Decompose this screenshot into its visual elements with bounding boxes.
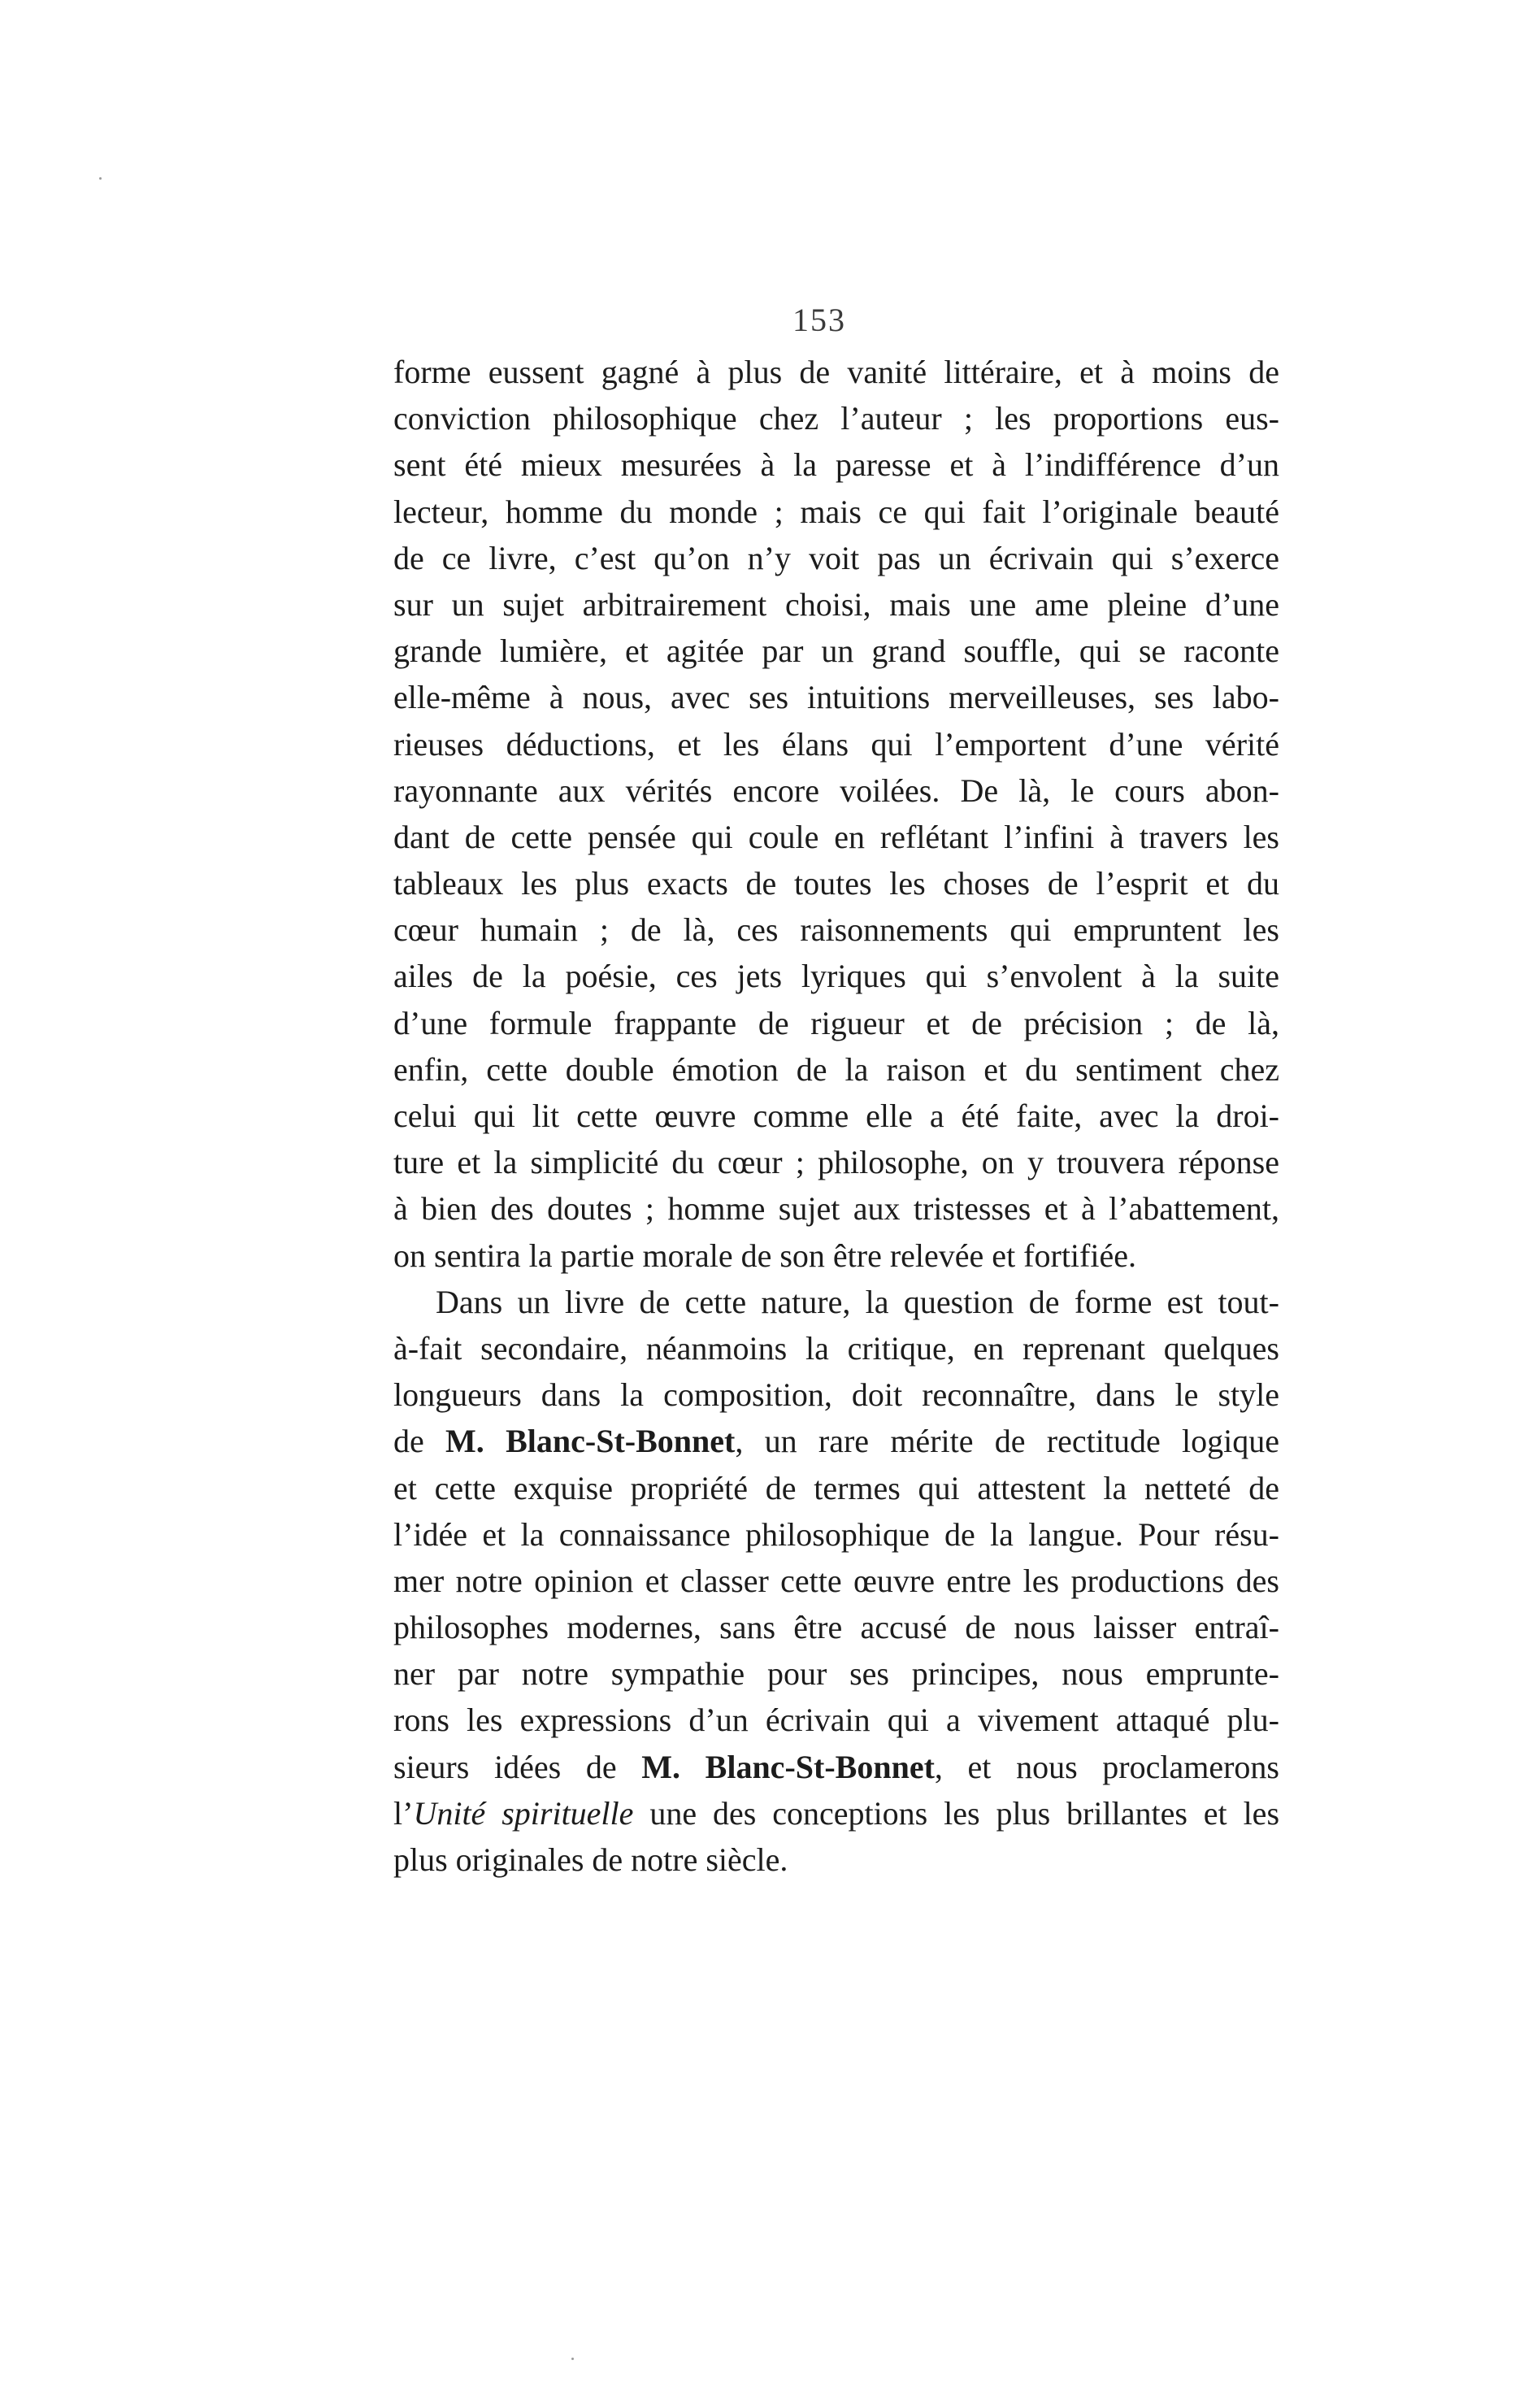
text-line: plus originales de notre siècle. [393, 1841, 788, 1878]
text-fragment: une des conceptions les plus brillantes et les [633, 1794, 1280, 1832]
text-line: mer notre opinion et classer cette œuvre entre les productions des [393, 1562, 1279, 1599]
text-line: l’idée et la connaissance philosophique de la langue. Pour résu- [393, 1515, 1279, 1553]
text-fragment: , et nous proclamerons [934, 1748, 1279, 1785]
text-line: ture et la simplicité du cœur ; philosophe, on y trouvera réponse [393, 1144, 1279, 1181]
text-line: enfin, cette double émotion de la raison et du sentiment chez [393, 1050, 1279, 1088]
text-line: forme eussent gagné à plus de vanité littéraire, et à moins de [393, 354, 1279, 390]
text-line: à bien des doutes ; homme sujet aux tristesses et à l’abattement, [393, 1190, 1279, 1228]
text-line: conviction philosophique chez l’auteur ; les proportions eus- [393, 400, 1279, 437]
text-line: rieuses déductions, et les élans qui l’emportent d’une vérité [393, 725, 1279, 763]
text-line: lecteur, homme du monde ; mais ce qui fait l’originale beauté [393, 493, 1279, 530]
text-line: rayonnante aux vérités encore voilées. De là, le cours abon- [393, 772, 1279, 809]
author-name: M. Blanc-St-Bonnet [641, 1748, 935, 1785]
text-line: sent été mieux mesurées à la paresse et à l’indifférence d’un [393, 446, 1279, 484]
text-line: longueurs dans la composition, doit reconnaître, dans le style [393, 1376, 1279, 1414]
text-line: philosophes modernes, sans être accusé de nous laisser entraî- [393, 1609, 1279, 1646]
book-title: Unité spirituelle [413, 1794, 634, 1832]
text-line: cœur humain ; de là, ces raisonnements qui empruntent les [393, 911, 1279, 949]
text-line: à-fait secondaire, néanmoins la critique, en reprenant quelques [393, 1329, 1279, 1367]
text-line: sur un sujet arbitrairement choisi, mais une ame pleine d’une [393, 585, 1279, 623]
scan-speck [571, 2358, 574, 2360]
author-name: M. Blanc-St-Bonnet [445, 1423, 736, 1460]
text-line: et cette exquise propriété de termes qui attestent la netteté de [393, 1469, 1279, 1506]
text-line: de ce livre, c’est qu’on n’y voit pas un écrivain qui s’exerce [393, 539, 1279, 576]
text-line [393, 1418, 1279, 1464]
body-text [393, 349, 1279, 1883]
text-line: d’une formule frappante de rigueur et de précision ; de là, [393, 1004, 1279, 1041]
page-number: 153 [792, 302, 846, 338]
text-line: dant de cette pensée qui coule en reflétant l’infini à travers les [393, 818, 1279, 855]
text-line: rons les expressions d’un écrivain qui a vivement attaqué plu- [393, 1702, 1279, 1739]
text-line: ner par notre sympathie pour ses principes, nous emprunte- [393, 1655, 1279, 1693]
text-line: ailes de la poésie, ces jets lyriques qui s’envolent à la suite [393, 958, 1279, 995]
text-fragment: l’ [393, 1794, 414, 1832]
text-line: on sentira la partie morale de son être relevée et fortifiée. [393, 1237, 1136, 1274]
text-fragment: de [393, 1423, 446, 1460]
scan-speck [99, 177, 102, 180]
text-fragment: sieurs idées de [393, 1748, 642, 1785]
text-line: Dans un livre de cette nature, la question de forme est tout- [436, 1283, 1279, 1320]
text-line [393, 1790, 1279, 1836]
text-line: elle-même à nous, avec ses intuitions merveilleuses, ses labo- [393, 679, 1279, 716]
text-fragment: , un rare mérite de rectitude logique [735, 1423, 1279, 1460]
text-line [393, 1744, 1279, 1790]
text-line: grande lumière, et agitée par un grand souffle, qui se raconte [393, 632, 1279, 670]
text-line: tableaux les plus exacts de toutes les choses de l’esprit et du [393, 865, 1279, 902]
text-line: celui qui lit cette œuvre comme elle a été faite, avec la droi- [393, 1098, 1279, 1134]
